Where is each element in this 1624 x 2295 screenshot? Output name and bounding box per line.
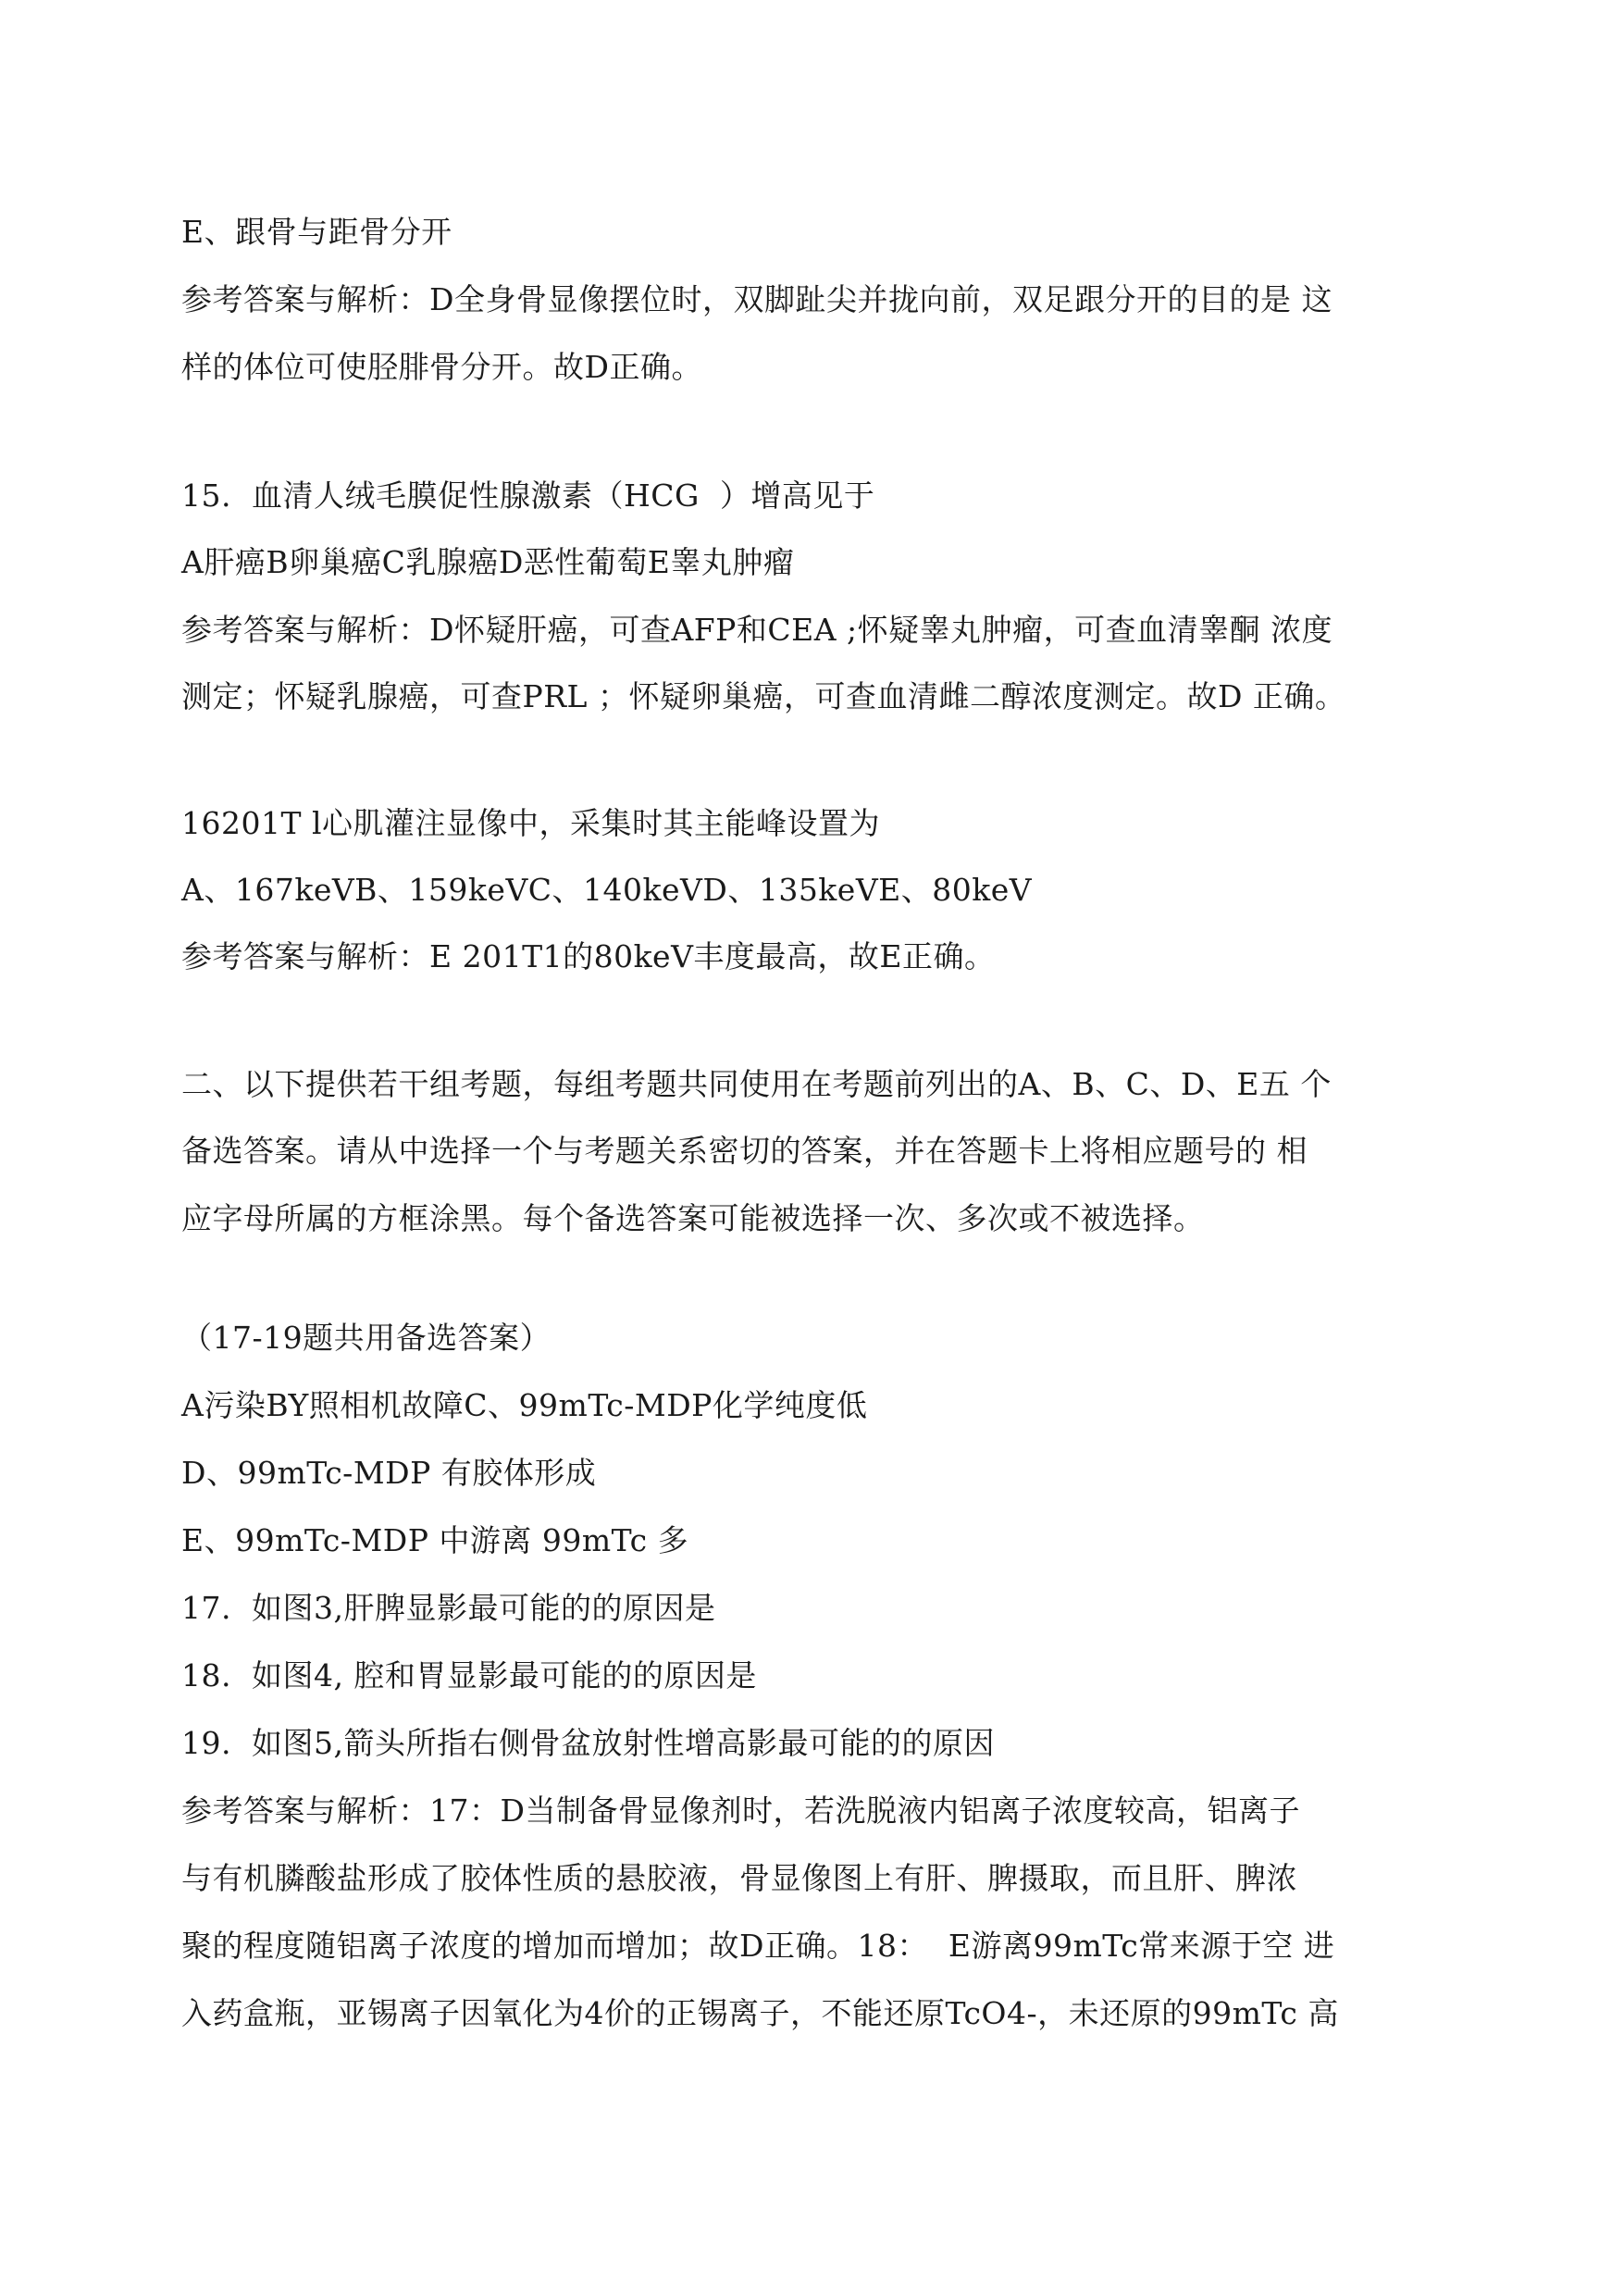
text-line: 样的体位可使胫腓骨分开。故D正确。	[181, 349, 702, 385]
text-line: A、167keVB、159keVC、140keVD、135keVE、80keV	[181, 872, 1033, 908]
text-line: 聚的程度随铝离子浓度的增加而增加；故D正确。18： E游离99mTc常来源于空 进	[181, 1928, 1335, 1964]
text-line: 参考答案与解析：E 201T1的80keV丰度最高，故E正确。	[181, 938, 996, 974]
text-line: 参考答案与解析：D怀疑肝癌，可查AFP和CEA ;怀疑睾丸肿瘤，可查血清睾酮 浓度	[181, 612, 1333, 648]
text-line: D、99mTc-MDP 有胶体形成	[181, 1455, 597, 1491]
text-line: E、跟骨与距骨分开	[181, 214, 452, 250]
text-line: 参考答案与解析：D全身骨显像摆位时，双脚趾尖并拢向前，双足跟分开的目的是 这	[181, 281, 1333, 317]
text-line: A污染BY照相机故障C、99mTc-MDP化学纯度低	[181, 1387, 868, 1423]
text-line: 入药盒瓶，亚锡离子因氧化为4价的正锡离子，不能还原TcO4-，未还原的99mTc 高	[181, 1995, 1339, 2031]
text-line: 应字母所属的方框涂黑。每个备选答案可能被选择一次、多次或不被选择。	[181, 1200, 1205, 1236]
text-line: 15. 血清人绒毛膜促性腺激素（HCG ）增高见于	[181, 478, 875, 514]
text-line: E、99mTc-MDP 中游离 99mTc 多	[181, 1522, 689, 1558]
text-line: 17. 如图3,肝脾显影最可能的的原因是	[181, 1590, 716, 1626]
text-line: 备选答案。请从中选择一个与考题关系密切的答案，并在答题卡上将相应题号的 相	[181, 1133, 1308, 1169]
text-line: 与有机膦酸盐形成了胶体性质的悬胶液，骨显像图上有肝、脾摄取，而且肝、脾浓	[181, 1860, 1297, 1896]
text-line: 16201T l心肌灌注显像中，采集时其主能峰设置为	[181, 805, 881, 841]
text-line: 参考答案与解析：17：D当制备骨显像剂时，若洗脱液内铝离子浓度较高，铝离子	[181, 1793, 1300, 1829]
text-line: 19. 如图5,箭头所指右侧骨盆放射性增高影最可能的的原因	[181, 1725, 995, 1761]
text-line: 测定；怀疑乳腺癌，可查PRL ；怀疑卵巢癌，可查血清雌二醇浓度测定。故D 正确。	[181, 678, 1346, 714]
text-line: 18. 如图4, 腔和胃显影最可能的的原因是	[181, 1657, 757, 1693]
text-line: 二、以下提供若干组考题，每组考题共同使用在考题前列出的A、B、C、D、E五 个	[181, 1066, 1332, 1102]
text-line: （17-19题共用备选答案）	[181, 1320, 552, 1356]
text-line: A肝癌B卵巢癌C乳腺癌D恶性葡萄E睾丸肿瘤	[181, 544, 795, 580]
